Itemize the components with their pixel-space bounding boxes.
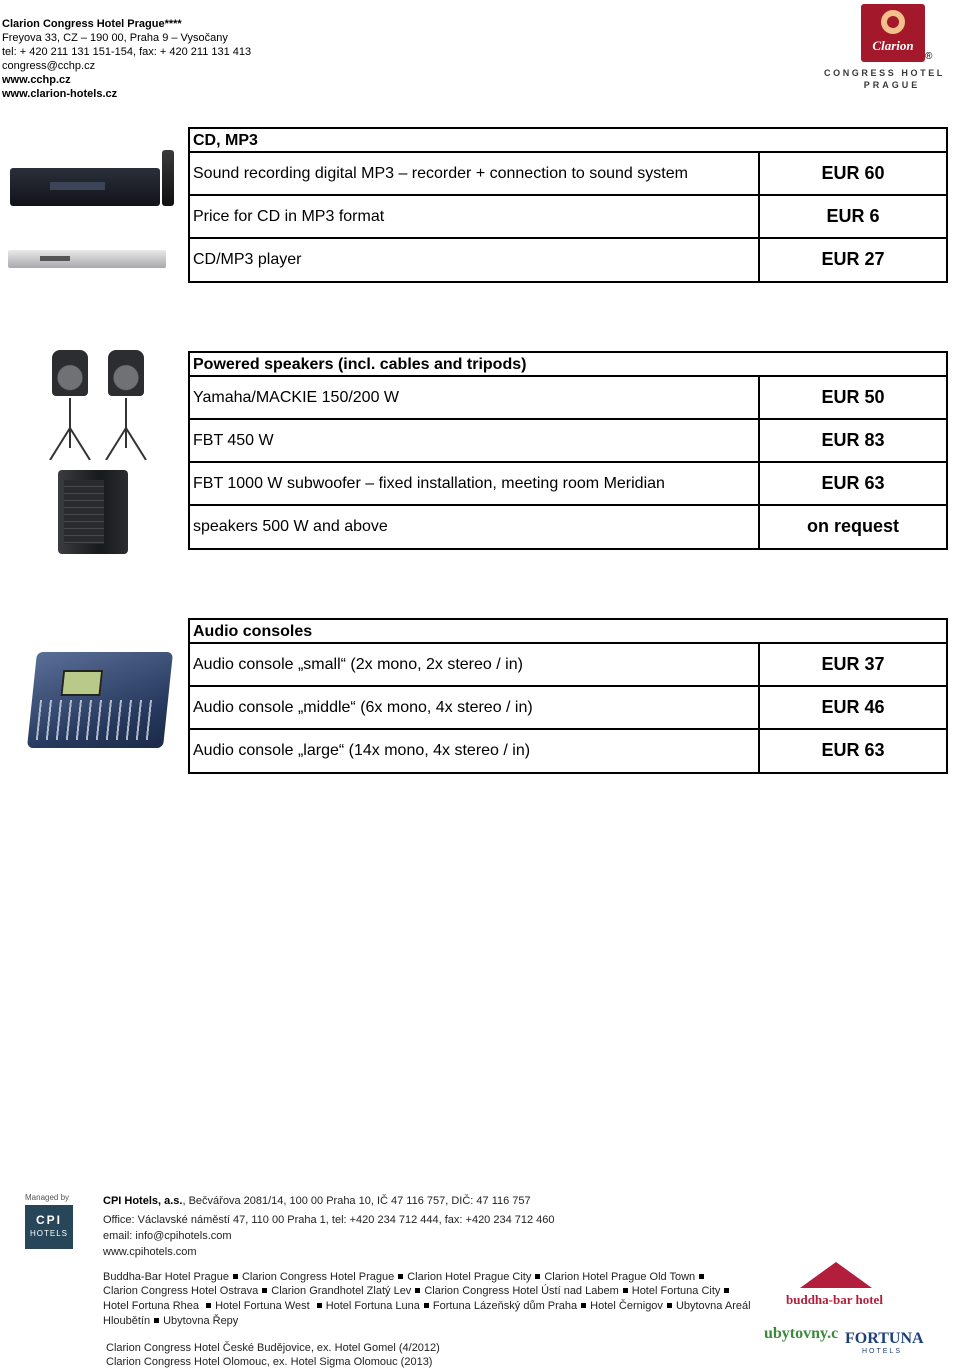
- row-price: EUR 37: [821, 654, 885, 674]
- hotel-item: Ubytovna Areál: [675, 1300, 751, 1312]
- hotel-item: Hloubětín: [103, 1315, 151, 1327]
- hotels-line-2: [103, 1284, 733, 1298]
- tripod-icon-left: [48, 398, 92, 460]
- cpi-logo-top: CPI: [35, 1213, 62, 1227]
- row-price: EUR 6: [826, 206, 880, 226]
- row-price: EUR 50: [821, 387, 885, 407]
- company-name: CPI Hotels, a.s.: [103, 1195, 183, 1207]
- square-bullet-icon: [623, 1288, 628, 1293]
- subwoofer-image: [58, 470, 128, 554]
- speaker-image-left: [52, 350, 88, 396]
- row-description: Yamaha/MACKIE 150/200 W: [190, 377, 760, 418]
- hotels-line-1: [103, 1270, 708, 1284]
- hotel-item: Hotel Fortuna City: [631, 1285, 721, 1297]
- square-bullet-icon: [415, 1288, 420, 1293]
- cd-mp3-table: [188, 127, 948, 283]
- cpi-hotels-logo: [25, 1193, 73, 1251]
- clarion-logo: [824, 4, 960, 94]
- square-bullet-icon: [724, 1288, 729, 1293]
- ubytovny-logo: ubytovny.c: [764, 1325, 839, 1342]
- row-price: EUR 27: [821, 249, 885, 269]
- table-title: Audio consoles: [190, 620, 946, 644]
- logo-line-1: CONGRESS HOTEL: [824, 68, 945, 78]
- hotel-name: Clarion Congress Hotel Prague****: [2, 18, 182, 30]
- square-bullet-icon: [262, 1288, 267, 1293]
- hotel-contact-block: [2, 17, 251, 101]
- fortuna-hotels-logo: [845, 1330, 924, 1355]
- square-bullet-icon: [154, 1318, 159, 1323]
- hotel-web-1[interactable]: www.cchp.cz: [2, 74, 71, 86]
- hotel-email[interactable]: congress@cchp.cz: [2, 60, 96, 72]
- office-line: Office: Václavské náměstí 47, 110 00 Praha 1, tel: +420 234 712 444, fax: +420 234 712 460: [103, 1214, 555, 1226]
- hotel-item: Clarion Grandhotel Zlatý Lev: [271, 1285, 412, 1297]
- row-description: Audio console „large“ (14x mono, 4x stereo / in): [190, 730, 760, 772]
- square-bullet-icon: [581, 1303, 586, 1308]
- roof-icon: [800, 1262, 872, 1288]
- hotel-phone: tel: + 420 211 131 151-154, fax: + 420 211 131 413: [2, 46, 252, 58]
- table-row: [190, 420, 946, 463]
- square-bullet-icon: [206, 1303, 211, 1308]
- footer-note-1: Clarion Congress Hotel České Budějovice, ex. Hotel Gomel (4/2012): [106, 1342, 440, 1354]
- row-price: EUR 46: [821, 697, 885, 717]
- row-description: CD/MP3 player: [190, 239, 760, 281]
- hotels-line-4: [103, 1314, 238, 1328]
- registered-mark: ®: [925, 51, 933, 62]
- cd-recorder-image: [10, 168, 160, 206]
- hotel-item: Clarion Hotel Prague Old Town: [544, 1271, 696, 1283]
- square-bullet-icon: [667, 1303, 672, 1308]
- row-description: Audio console „middle“ (6x mono, 4x stereo / in): [190, 687, 760, 728]
- company-line: [103, 1194, 531, 1208]
- row-price: EUR 63: [821, 740, 885, 760]
- clarion-logo-badge: [861, 4, 925, 62]
- table-title: Powered speakers (incl. cables and tripods): [190, 353, 946, 377]
- footer-email[interactable]: email: info@cpihotels.com: [103, 1230, 232, 1242]
- hotel-web-2[interactable]: www.clarion-hotels.cz: [2, 88, 118, 100]
- clarion-logo-word: Clarion: [872, 38, 914, 53]
- fortuna-logo-sub: HOTELS: [861, 1348, 902, 1355]
- cpi-logo-bottom: HOTELS: [29, 1229, 68, 1238]
- table-row: [190, 506, 946, 548]
- company-details: , Bečvářova 2081/14, 100 00 Praha 10, IČ 47 116 757, DIČ: 47 116 757: [182, 1195, 531, 1207]
- row-description: FBT 450 W: [190, 420, 760, 461]
- footer-note-2: Clarion Congress Hotel Olomouc, ex. Hotel Sigma Olomouc (2013): [106, 1356, 433, 1368]
- hotel-item: Hotel Fortuna West: [215, 1300, 313, 1312]
- remote-control-image: [162, 150, 174, 206]
- square-bullet-icon: [233, 1274, 238, 1279]
- audio-console-image: [27, 652, 173, 748]
- square-bullet-icon: [424, 1303, 429, 1308]
- tripod-icon-right: [104, 398, 148, 460]
- row-description: Price for CD in MP3 format: [190, 196, 760, 237]
- row-description: Sound recording digital MP3 – recorder + connection to sound system: [190, 153, 760, 194]
- square-bullet-icon: [398, 1274, 403, 1279]
- clarion-c-icon: [881, 10, 905, 34]
- table-row: [190, 196, 946, 239]
- hotel-item: Hotel Černigov: [590, 1300, 663, 1312]
- table-row: [190, 644, 946, 687]
- hotel-item: Clarion Hotel Prague City: [407, 1271, 532, 1283]
- buddha-bar-logo-text: buddha-bar hotel: [786, 1292, 883, 1307]
- logo-line-2: PRAGUE: [863, 80, 921, 90]
- square-bullet-icon: [699, 1274, 704, 1279]
- row-description: Audio console „small“ (2x mono, 2x stereo / in): [190, 644, 760, 685]
- managed-by-label: Managed by: [25, 1193, 70, 1202]
- square-bullet-icon: [535, 1274, 540, 1279]
- table-row: [190, 730, 946, 772]
- hotel-item: Hotel Fortuna Luna: [325, 1300, 420, 1312]
- table-row: [190, 153, 946, 196]
- hotel-item: Fortuna Lázeňský dům Praha: [432, 1300, 578, 1312]
- table-row: [190, 239, 946, 281]
- cpi-logo-box: [25, 1205, 73, 1249]
- footer-web[interactable]: www.cpihotels.com: [103, 1246, 197, 1258]
- hotel-address: Freyova 33, CZ – 190 00, Praha 9 – Vysočany: [2, 32, 228, 44]
- hotel-item: Clarion Congress Hotel Prague: [241, 1271, 395, 1283]
- cd-player-image: [8, 250, 166, 268]
- row-description: speakers 500 W and above: [190, 506, 760, 548]
- table-row: [190, 377, 946, 420]
- hotel-item: Hotel Fortuna Rhea: [103, 1300, 203, 1312]
- hotel-item: Ubytovna Řepy: [163, 1315, 239, 1327]
- table-row: [190, 687, 946, 730]
- audio-consoles-table: [188, 618, 948, 774]
- powered-speakers-table: [188, 351, 948, 550]
- row-description: FBT 1000 W subwoofer – fixed installation, meeting room Meridian: [190, 463, 760, 504]
- hotel-item: Clarion Congress Hotel Ostrava: [103, 1285, 259, 1297]
- row-price: on request: [806, 516, 899, 536]
- speaker-image-right: [108, 350, 144, 396]
- hotels-line-3: [103, 1299, 751, 1313]
- square-bullet-icon: [317, 1303, 322, 1308]
- table-row: [190, 463, 946, 506]
- row-price: EUR 83: [821, 430, 885, 450]
- hotel-item: Buddha-Bar Hotel Prague: [103, 1271, 229, 1283]
- row-price: EUR 60: [821, 163, 885, 183]
- buddha-bar-hotel-logo: [786, 1262, 890, 1312]
- fortuna-logo-text: FORTUNA: [845, 1330, 924, 1347]
- row-price: EUR 63: [821, 473, 885, 493]
- table-title: CD, MP3: [190, 129, 946, 153]
- hotel-item: Clarion Congress Hotel Ústí nad Labem: [424, 1285, 619, 1297]
